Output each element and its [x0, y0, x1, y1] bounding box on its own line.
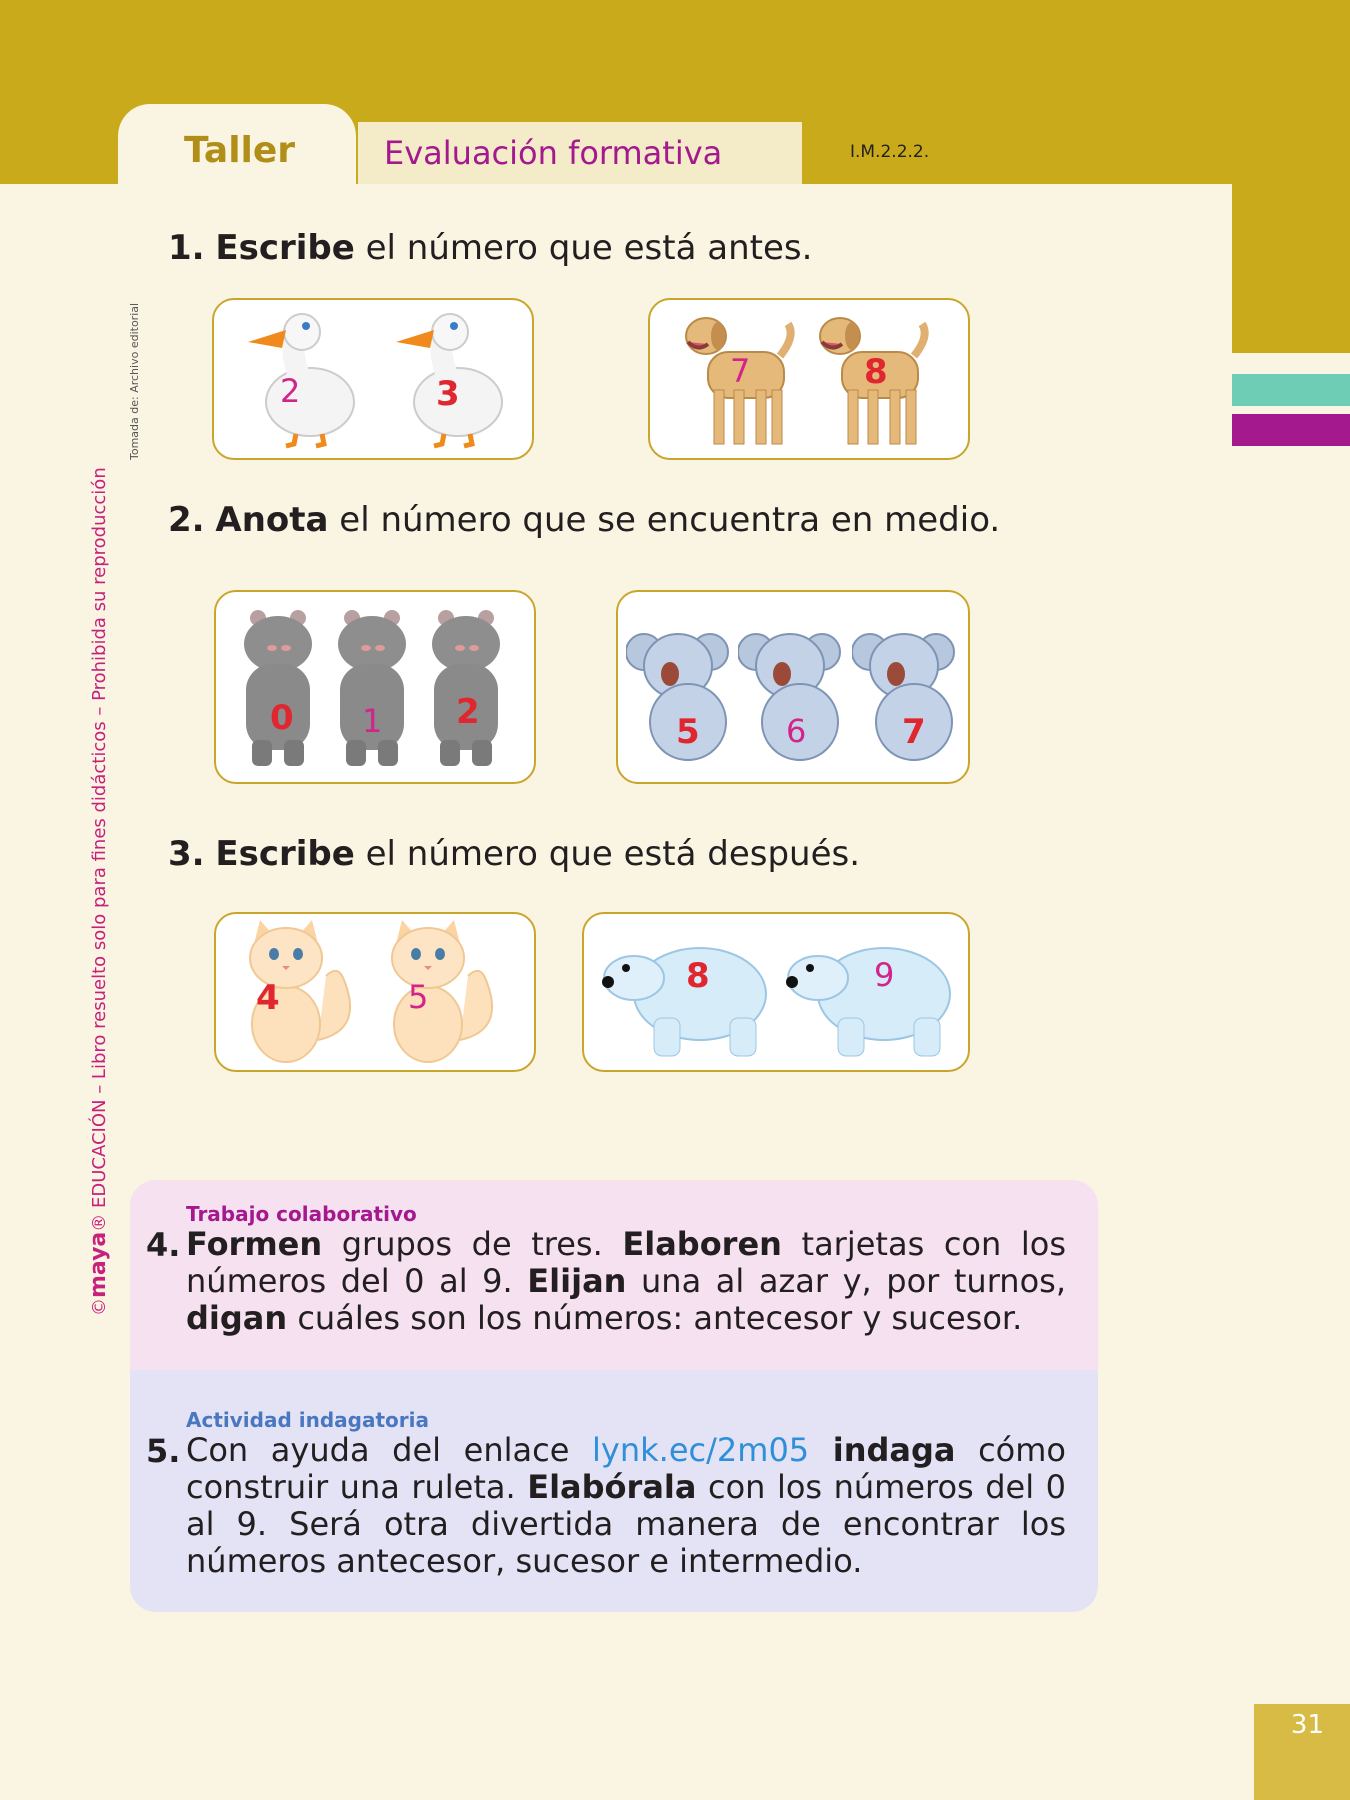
given-number: 0: [270, 698, 294, 738]
hippo-icon: [236, 604, 320, 770]
given-number: 5: [676, 712, 700, 752]
card-cats: [214, 912, 536, 1072]
answer-number: 5: [408, 978, 429, 1016]
magenta-marker: [1232, 414, 1350, 446]
page-number: 31: [1290, 1710, 1324, 1740]
question-1: 1. Escribe el número que está antes.: [168, 228, 813, 268]
hippo-icon: [330, 604, 414, 770]
tab-taller-label: Taller: [184, 130, 296, 171]
trabajo-colaborativo-box: [130, 1180, 1098, 1370]
answer-number: 2: [280, 372, 301, 410]
answer-number: 7: [730, 352, 751, 390]
given-number: 2: [456, 692, 480, 732]
cat-icon: [234, 920, 364, 1066]
hippo-icon: [424, 604, 508, 770]
card-ducks: [212, 298, 534, 460]
question-number: 5.: [146, 1432, 181, 1470]
card-koalas: [616, 590, 970, 784]
polar-bear-icon: [784, 934, 954, 1058]
given-number: 7: [902, 712, 926, 752]
question-number: 4.: [146, 1226, 181, 1264]
tab-evaluacion-label: Evaluación formativa: [384, 134, 723, 172]
polar-bear-icon: [600, 934, 770, 1058]
card-polar-bears: [582, 912, 970, 1072]
answer-number: 1: [362, 702, 383, 740]
box-title: Trabajo colaborativo: [186, 1202, 417, 1226]
answer-number: 9: [874, 956, 895, 994]
teal-marker: [1232, 374, 1350, 406]
given-number: 8: [864, 352, 888, 392]
given-number: 4: [256, 978, 280, 1018]
lynk-link[interactable]: lynk.ec/2m05: [592, 1431, 810, 1469]
right-color-band: [1232, 0, 1350, 353]
duck-icon: [244, 308, 364, 450]
card-hippos: [214, 590, 536, 784]
copyright-notice: ©maya® EDUCACIÓN – Libro resuelto solo para fines didácticos – Prohibida su reproducción: [86, 467, 111, 1316]
question-2: 2. Anota el número que se encuentra en medio.: [168, 500, 1001, 540]
cat-icon: [376, 920, 506, 1066]
given-number: 8: [686, 956, 710, 996]
image-credit: Tomada de: Archivo editorial: [128, 302, 141, 460]
question-3: 3. Escribe el número que está después.: [168, 834, 861, 874]
answer-number: 6: [786, 712, 807, 750]
card-dogs: [648, 298, 970, 460]
tab-evaluacion: [358, 122, 802, 184]
actividad-indagatoria-box: [130, 1370, 1098, 1612]
given-number: 3: [436, 374, 460, 414]
box-title: Actividad indagatoria: [186, 1408, 429, 1432]
tab-taller: [118, 104, 356, 186]
question-5-text: Con ayuda del enlace lynk.ec/2m05 indaga cómo construir una ruleta. Elabórala con los números del 0 al 9. Será otra divertida manera de encontrar los números antecesor, sucesor e intermedio.: [186, 1431, 1067, 1580]
skill-code: I.M.2.2.2.: [850, 142, 930, 162]
brand-logo: maya: [86, 1231, 111, 1298]
question-4-text: Formen grupos de tres. Elaboren tarjetas con los números del 0 al 9. Elijan una al azar y, por turnos, digan cuáles son los números: antecesor y sucesor.: [186, 1225, 1067, 1337]
